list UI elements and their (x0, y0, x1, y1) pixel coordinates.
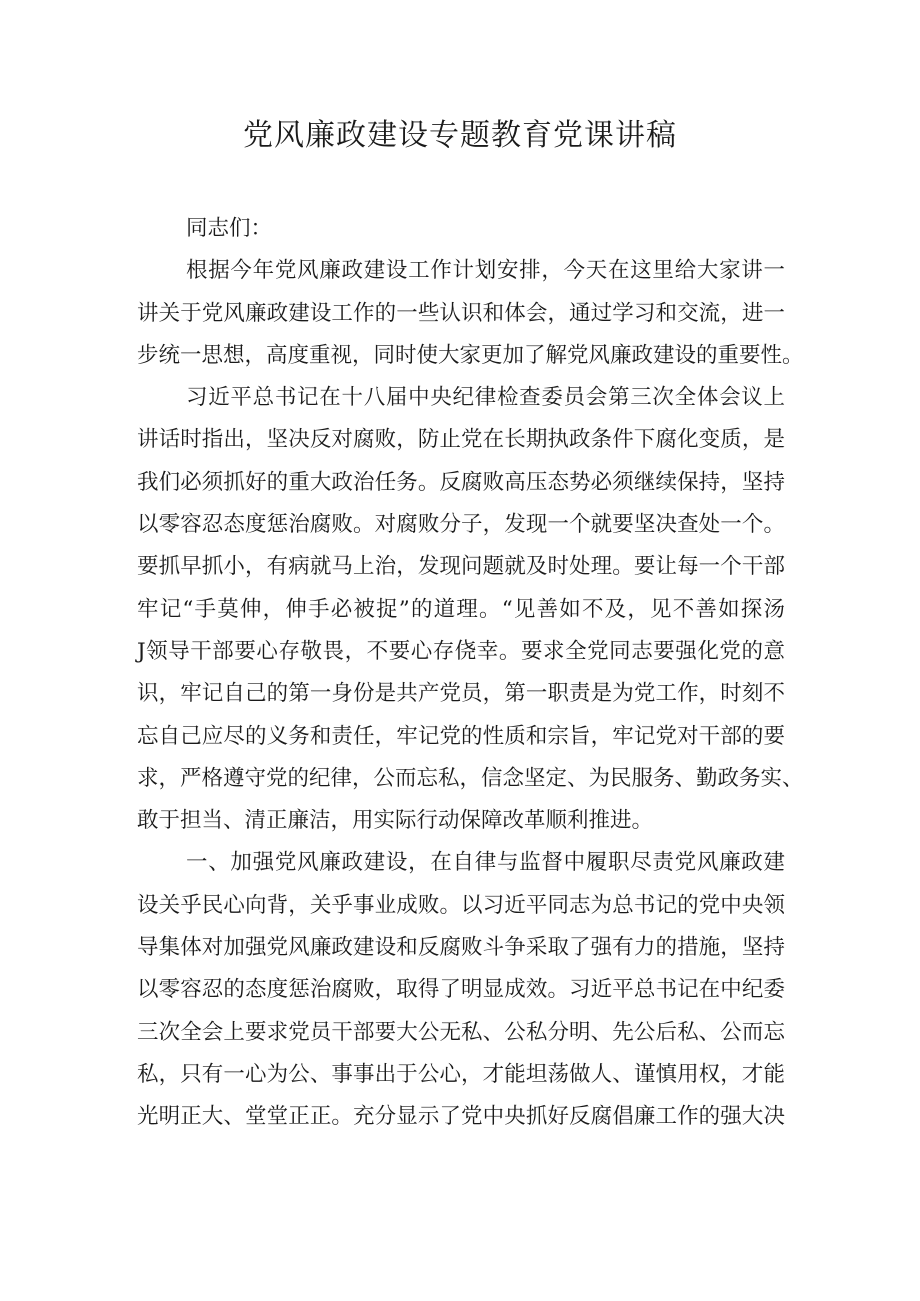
paragraph-line: 敢于担当、清正廉洁，用实际行动保障改革顺利推进。 (137, 808, 654, 834)
paragraph-line: 我们必须抓好的重大政治任务。反腐败高压态势必须继续保持，坚持 (137, 469, 785, 495)
paragraph-line: 导集体对加强党风廉政建设和反腐败斗争采取了强有力的措施，坚持 (137, 935, 785, 961)
paragraph-line: 习近平总书记在十八届中央纪律检查委员会第三次全体会议上 (186, 385, 785, 411)
paragraph-line: 讲关于党风廉政建设工作的一些认识和体会，通过学习和交流，进一 (137, 300, 785, 326)
document-title: 党风廉政建设专题教育党课讲稿 (243, 118, 677, 153)
salutation-line: 同志们： (186, 216, 273, 241)
paragraph-line: J领导干部要心存敬畏，不要心存侥幸。要求全党同志要强化党的意 (137, 638, 785, 664)
paragraph-line: 牢记“手莫伸，伸手必被捉”的道理。“见善如不及，见不善如探汤 (137, 596, 785, 622)
paragraph-line: 三次全会上要求党员干部要大公无私、公私分明、先公后私、公而忘 (137, 1019, 785, 1045)
paragraph-line: 讲话时指出，坚决反对腐败，防止党在长期执政条件下腐化变质，是 (137, 427, 785, 453)
paragraph-line: 要抓早抓小，有病就马上治，发现问题就及时处理。要让每一个干部 (137, 554, 785, 580)
paragraph-line: 忘自己应尽的义务和责任，牢记党的性质和宗旨，牢记党对干部的要 (137, 723, 785, 749)
paragraph-line: 识，牢记自己的第一身份是共产党员，第一职责是为党工作，时刻不 (137, 681, 785, 707)
paragraph-line: 以零容忍的态度惩治腐败，取得了明显成效。习近平总书记在中纪委 (137, 977, 785, 1003)
paragraph-line: 步统一思想，高度重视，同时使大家更加了解党风廉政建设的重要性。 (137, 342, 804, 368)
paragraph-line: 光明正大、堂堂正正。充分显示了党中央抓好反腐倡廉工作的强大决 (137, 1104, 785, 1130)
paragraph-line: 求，严格遵守党的纪律，公而忘私，信念坚定、为民服务、勤政务实、 (137, 765, 804, 791)
section-heading-line: 一、加强党风廉政建设，在自律与监督中履职尽责党风廉政建 (186, 850, 785, 876)
paragraph-line: 以零容忍态度惩治腐败。对腐败分子，发现一个就要坚决查处一个。 (137, 512, 785, 538)
paragraph-line: 设关乎民心向背，关乎事业成败。以习近平同志为总书记的党中央领 (137, 892, 785, 918)
document-body (137, 208, 804, 1139)
paragraph-line: 根据今年党风廉政建设工作计划安排，今天在这里给大家讲一 (186, 258, 785, 284)
paragraph-line: 私，只有一心为公、事事出于公心，才能坦荡做人、谨慎用权，才能 (137, 1061, 785, 1087)
